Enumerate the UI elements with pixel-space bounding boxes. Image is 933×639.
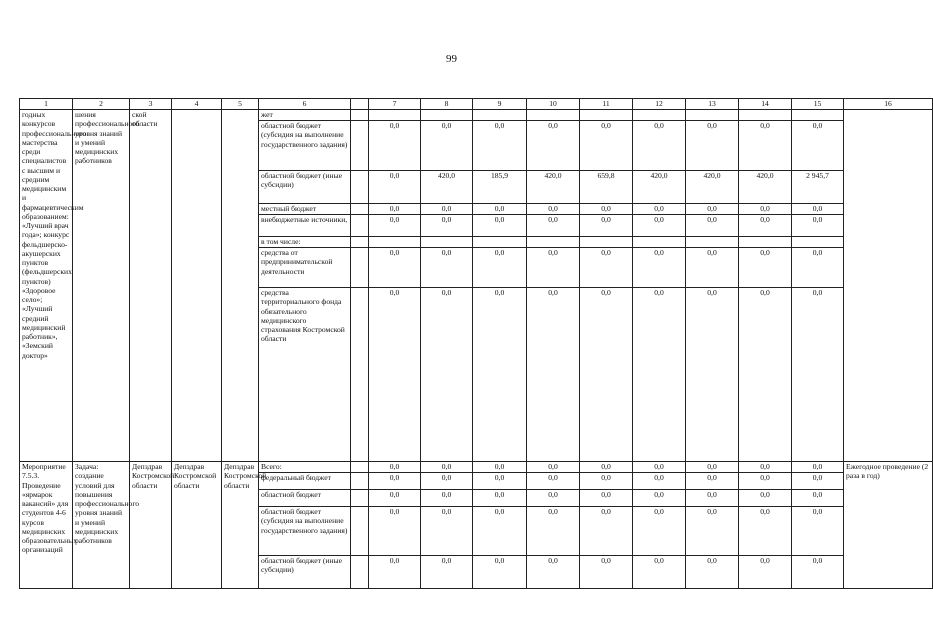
spacer-cell [351, 171, 369, 204]
spacer-cell [351, 490, 369, 507]
value-cell: 0,0 [580, 248, 633, 288]
value-cell: 0,0 [369, 490, 421, 507]
value-cell: 0,0 [580, 121, 633, 171]
funding-source-label: жет [259, 110, 351, 121]
value-cell: 0,0 [473, 556, 527, 589]
header-cell: 11 [580, 99, 633, 110]
value-cell [792, 110, 844, 121]
table-row [20, 462, 933, 473]
spacer-cell [351, 215, 369, 237]
value-cell: 0,0 [421, 473, 473, 490]
value-cell: 0,0 [473, 473, 527, 490]
value-cell: 0,0 [580, 204, 633, 215]
funding-source-label: областной бюджет [259, 490, 351, 507]
value-cell: 0,0 [686, 556, 739, 589]
spacer-cell [351, 288, 369, 462]
value-cell [421, 110, 473, 121]
value-cell: 0,0 [369, 204, 421, 215]
funding-source-label: областной бюджет (субсидия на выполнение государственного задания) [259, 507, 351, 556]
value-cell: 2 945,7 [792, 171, 844, 204]
value-cell: 0,0 [792, 204, 844, 215]
value-cell [739, 110, 792, 121]
spacer-cell [351, 237, 369, 248]
value-cell: 0,0 [686, 215, 739, 237]
funding-source-label: внебюджетные источники, [259, 215, 351, 237]
header-cell: 16 [844, 99, 933, 110]
value-cell: 0,0 [421, 215, 473, 237]
value-cell: 0,0 [792, 215, 844, 237]
value-cell: 0,0 [527, 121, 580, 171]
value-cell: 0,0 [739, 204, 792, 215]
budget-table [19, 98, 933, 589]
value-cell: 0,0 [633, 288, 686, 462]
value-cell: 0,0 [369, 288, 421, 462]
header-cell: 14 [739, 99, 792, 110]
block2-col16-cell: Ежегодное проведение (2 раза в год) [844, 462, 933, 589]
value-cell [421, 237, 473, 248]
value-cell [369, 237, 421, 248]
value-cell: 0,0 [580, 462, 633, 473]
value-cell: 0,0 [580, 490, 633, 507]
value-cell: 0,0 [739, 490, 792, 507]
spacer-cell [351, 473, 369, 490]
value-cell: 0,0 [473, 288, 527, 462]
value-cell [633, 110, 686, 121]
value-cell: 0,0 [739, 473, 792, 490]
header-cell: 6 [259, 99, 351, 110]
block2-col1-cell: Мероприятие 7.5.3. Проведение «ярмарок вакансий» для студентов 4-6 курсов медицинских образовательных организаций [20, 462, 73, 589]
value-cell: 0,0 [473, 215, 527, 237]
value-cell: 0,0 [421, 507, 473, 556]
value-cell: 0,0 [686, 473, 739, 490]
block1-col16-cell [844, 110, 933, 462]
value-cell: 0,0 [792, 288, 844, 462]
value-cell: 0,0 [739, 507, 792, 556]
value-cell: 0,0 [633, 556, 686, 589]
value-cell: 0,0 [369, 507, 421, 556]
spacer-cell [351, 204, 369, 215]
value-cell: 0,0 [739, 462, 792, 473]
header-cell: 10 [527, 99, 580, 110]
value-cell [527, 110, 580, 121]
value-cell [580, 110, 633, 121]
value-cell: 420,0 [686, 171, 739, 204]
funding-source-label: средства от предпринимательской деятельности [259, 248, 351, 288]
value-cell: 0,0 [686, 248, 739, 288]
value-cell: 0,0 [421, 490, 473, 507]
header-cell: 8 [421, 99, 473, 110]
value-cell: 420,0 [633, 171, 686, 204]
value-cell: 0,0 [792, 490, 844, 507]
value-cell: 0,0 [369, 248, 421, 288]
block1-col3-cell: ской области [130, 110, 172, 462]
funding-source-label: средства территориального фонда обязательного медицинского страхования Костромской области [259, 288, 351, 462]
value-cell: 0,0 [792, 556, 844, 589]
header-cell: 15 [792, 99, 844, 110]
value-cell: 0,0 [686, 507, 739, 556]
value-cell: 0,0 [580, 288, 633, 462]
value-cell: 0,0 [686, 204, 739, 215]
value-cell: 0,0 [686, 462, 739, 473]
value-cell: 0,0 [633, 507, 686, 556]
value-cell: 0,0 [633, 490, 686, 507]
header-cell: 7 [369, 99, 421, 110]
value-cell: 0,0 [792, 121, 844, 171]
spacer-cell [351, 462, 369, 473]
funding-source-label: областной бюджет (иные субсидии) [259, 556, 351, 589]
value-cell: 0,0 [792, 462, 844, 473]
value-cell: 0,0 [633, 248, 686, 288]
value-cell: 0,0 [527, 473, 580, 490]
block1-col2-cell: шения профессионального уровня знаний и умений медицинских работников [73, 110, 130, 462]
value-cell: 0,0 [369, 171, 421, 204]
table-row [20, 110, 933, 121]
value-cell: 0,0 [739, 215, 792, 237]
value-cell: 0,0 [580, 507, 633, 556]
value-cell [580, 237, 633, 248]
value-cell: 0,0 [473, 121, 527, 171]
value-cell: 0,0 [739, 556, 792, 589]
value-cell: 0,0 [633, 204, 686, 215]
header-cell: 5 [222, 99, 259, 110]
value-cell [686, 110, 739, 121]
header-cell: 1 [20, 99, 73, 110]
value-cell [686, 237, 739, 248]
block-contests [20, 110, 933, 462]
value-cell: 0,0 [527, 204, 580, 215]
value-cell: 0,0 [527, 288, 580, 462]
value-cell [792, 237, 844, 248]
value-cell: 0,0 [580, 473, 633, 490]
value-cell: 0,0 [527, 215, 580, 237]
value-cell: 420,0 [739, 171, 792, 204]
spacer-cell [351, 248, 369, 288]
value-cell: 0,0 [580, 215, 633, 237]
value-cell: 0,0 [792, 507, 844, 556]
value-cell: 0,0 [421, 121, 473, 171]
value-cell [527, 237, 580, 248]
value-cell [369, 110, 421, 121]
value-cell: 0,0 [421, 462, 473, 473]
value-cell: 0,0 [739, 288, 792, 462]
value-cell [473, 110, 527, 121]
funding-source-label: в том числе: [259, 237, 351, 248]
value-cell: 0,0 [473, 490, 527, 507]
value-cell: 0,0 [633, 215, 686, 237]
value-cell: 0,0 [686, 121, 739, 171]
value-cell: 420,0 [527, 171, 580, 204]
funding-source-label: областной бюджет (иные субсидии) [259, 171, 351, 204]
header-cell: 3 [130, 99, 172, 110]
value-cell [633, 237, 686, 248]
value-cell: 0,0 [739, 248, 792, 288]
value-cell: 0,0 [421, 288, 473, 462]
value-cell: 0,0 [792, 473, 844, 490]
page-number: 99 [446, 53, 457, 65]
value-cell: 0,0 [421, 248, 473, 288]
value-cell: 0,0 [527, 507, 580, 556]
value-cell: 0,0 [527, 248, 580, 288]
value-cell: 0,0 [686, 288, 739, 462]
funding-source-label: местный бюджет [259, 204, 351, 215]
spacer-cell [351, 121, 369, 171]
value-cell [739, 237, 792, 248]
block2-col3-cell: Депздрав Костромской области [130, 462, 172, 589]
block-job-fairs [20, 462, 933, 589]
spacer-cell [351, 556, 369, 589]
value-cell [473, 237, 527, 248]
value-cell: 0,0 [739, 121, 792, 171]
spacer-cell [351, 110, 369, 121]
value-cell: 0,0 [686, 490, 739, 507]
value-cell: 0,0 [527, 490, 580, 507]
value-cell: 0,0 [633, 121, 686, 171]
header-cell: 2 [73, 99, 130, 110]
value-cell: 0,0 [527, 556, 580, 589]
value-cell: 0,0 [473, 204, 527, 215]
value-cell: 0,0 [473, 248, 527, 288]
block2-col4-cell: Депздрав Костромской области [172, 462, 222, 589]
funding-source-label: Всего: [259, 462, 351, 473]
value-cell: 0,0 [421, 556, 473, 589]
value-cell: 0,0 [473, 462, 527, 473]
value-cell: 0,0 [580, 556, 633, 589]
block1-col4-cell [172, 110, 222, 462]
value-cell: 420,0 [421, 171, 473, 204]
value-cell: 659,8 [580, 171, 633, 204]
value-cell: 185,9 [473, 171, 527, 204]
value-cell: 0,0 [369, 556, 421, 589]
block1-col5-cell [222, 110, 259, 462]
value-cell: 0,0 [369, 121, 421, 171]
value-cell: 0,0 [792, 248, 844, 288]
value-cell: 0,0 [633, 473, 686, 490]
value-cell: 0,0 [369, 462, 421, 473]
block2-col5-cell: Депздрав Костромской области [222, 462, 259, 589]
spacer-cell [351, 507, 369, 556]
header-cell: 9 [473, 99, 527, 110]
spacer-cell [351, 99, 369, 110]
block2-col2-cell: Задача: создание условий для повышения профессионального уровня знаний и умений медицинских работников [73, 462, 130, 589]
header-cell: 12 [633, 99, 686, 110]
value-cell: 0,0 [527, 462, 580, 473]
value-cell: 0,0 [421, 204, 473, 215]
value-cell: 0,0 [633, 462, 686, 473]
value-cell: 0,0 [369, 215, 421, 237]
header-cell: 4 [172, 99, 222, 110]
header-row [20, 99, 933, 110]
value-cell: 0,0 [369, 473, 421, 490]
header-cell: 13 [686, 99, 739, 110]
funding-source-label: федеральный бюджет [259, 473, 351, 490]
block1-col1-cell: годных конкурсов профессионального мастерства среди специалистов с высшим и средним медицинским и фармацевтическим образованием: «Лучший врач года»; конкурс фельдшерско-акушерских пунктов (фельдшерских пунктов) «Здоровое село»; «Лучший средний медицинский работник», «Земский доктор» [20, 110, 73, 462]
funding-source-label: областной бюджет (субсидия на выполнение государственного задания) [259, 121, 351, 171]
value-cell: 0,0 [473, 507, 527, 556]
